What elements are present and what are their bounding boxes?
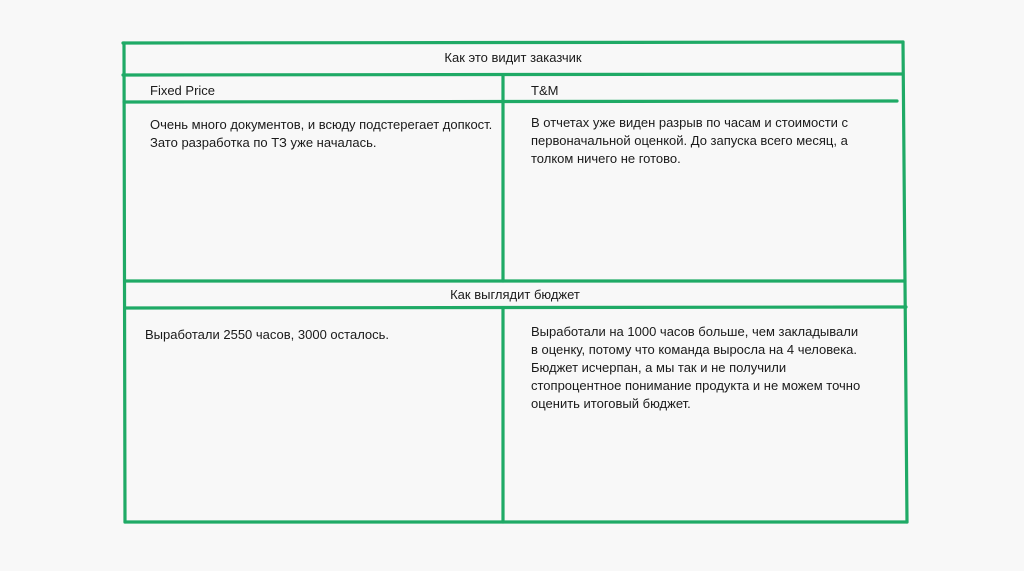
column-label-divider — [124, 101, 897, 102]
fixed-price-budget-text: Выработали 2550 часов, 3000 осталось. — [145, 327, 390, 342]
fixed-price-label: Fixed Price — [150, 83, 216, 98]
table-border-top — [123, 42, 903, 43]
budget-header: Как выглядит бюджет — [450, 287, 580, 302]
tm-customer-text: В отчетах уже виден разрыв по часам и стоимости с первоначальной оценкой. До запуска всего месяц, а толком ничего не готово. — [531, 115, 849, 166]
header-divider — [123, 74, 903, 75]
customer-view-header: Как это видит заказчик — [444, 50, 582, 65]
fixed-price-customer-text: Очень много документов, и всюду подстерегает допкост. Зато разработка по ТЗ уже началась. — [150, 117, 493, 150]
budget-header-bottom — [125, 307, 906, 308]
tm-budget-text: Выработали на 1000 часов больше, чем закладывали в оценку, потому что команда выросла на 4 человека. Бюджет исчерпан, а мы так и не получили стопроцентное понимание продукта и не можем точно оценить итоговый бюджет. — [531, 324, 861, 411]
tm-label: T&M — [531, 83, 559, 98]
